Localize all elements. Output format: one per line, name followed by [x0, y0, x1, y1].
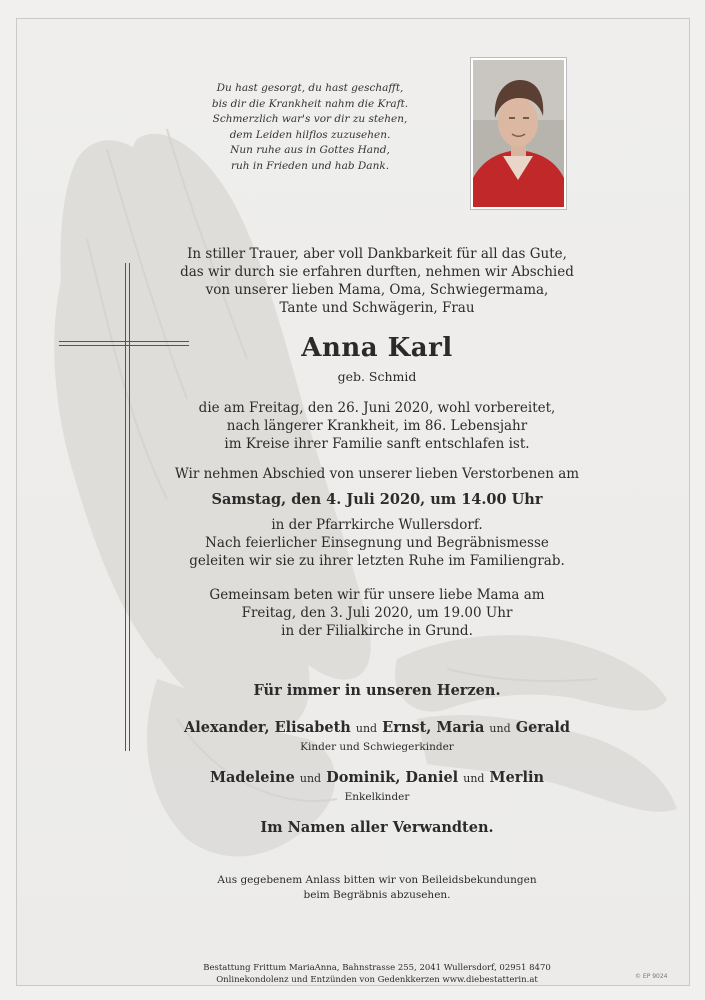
family-and: und	[489, 722, 511, 735]
intro-line: von unserer lieben Mama, Oma, Schwiegermama,	[205, 282, 549, 298]
prayer-info	[167, 586, 587, 640]
death-line: die am Freitag, den 26. Juni 2020, wohl vorbereitet,	[198, 400, 556, 416]
poem-line: dem Leiden hilflos zuzusehen.	[229, 128, 391, 141]
death-line: nach längerer Krankheit, im 86. Lebensjahr	[226, 418, 528, 434]
prayer-line: Freitag, den 3. Juli 2020, um 19.00 Uhr	[241, 605, 513, 621]
footer-line: Onlinekondolenz und Entzünden von Gedenkkerzen www.diebestatterin.at	[216, 975, 538, 985]
condolence-notice	[167, 873, 587, 903]
family-and: und	[355, 722, 378, 735]
obituary-page	[16, 18, 690, 986]
prayer-line: in der Filialkirche in Grund.	[281, 623, 473, 639]
family-name: Madeleine	[209, 769, 295, 786]
forever-line: Für immer in unseren Herzen.	[253, 682, 501, 699]
poem-line: ruh in Frieden und hab Dank.	[230, 159, 390, 172]
print-code: © EP 9024	[635, 973, 668, 980]
intro-text	[167, 245, 587, 317]
family-children-role: Kinder und Schwiegerkinder	[300, 741, 454, 753]
notice-line: beim Begräbnis abzusehen.	[303, 889, 451, 901]
funeral-date: Samstag, den 4. Juli 2020, um 14.00 Uhr	[211, 491, 543, 508]
family-name: Dominik, Daniel	[326, 769, 459, 786]
poem	[185, 81, 435, 174]
portrait-image	[473, 60, 564, 207]
footer-line: Bestattung Frittum MariaAnna, Bahnstrasse 255, 2041 Wullersdorf, 02951 8470	[203, 963, 551, 973]
farewell-intro: Wir nehmen Abschied von unserer lieben Verstorbenen am	[174, 466, 580, 482]
poem-line: bis dir die Krankheit nahm die Kraft.	[211, 97, 409, 110]
family-grandchildren-role: Enkelkinder	[344, 791, 410, 803]
poem-line: Du hast gesorgt, du hast geschafft,	[216, 82, 404, 94]
family-name: Merlin	[489, 769, 545, 786]
cross-icon-line	[129, 263, 130, 751]
deceased-name: Anna Karl	[301, 333, 453, 363]
death-info	[167, 399, 587, 453]
intro-line: das wir durch sie erfahren durften, nehmen wir Abschied	[180, 264, 574, 280]
family-and: und	[299, 772, 322, 785]
family-grandchildren	[167, 769, 587, 786]
poem-line: Nun ruhe aus in Gottes Hand,	[230, 144, 390, 156]
death-line: im Kreise ihrer Familie sanft entschlafen ist.	[224, 436, 530, 452]
family-children	[167, 719, 587, 736]
notice-line: Aus gegebenem Anlass bitten wir von Beileidsbekundungen	[217, 874, 537, 886]
family-name: Ernst, Maria	[382, 719, 485, 736]
funeral-line: in der Pfarrkirche Wullersdorf.	[271, 517, 483, 533]
relatives-line: Im Namen aller Verwandten.	[260, 819, 494, 836]
poem-line: Schmerzlich war's vor dir zu stehen,	[212, 113, 408, 125]
portrait-photo	[470, 57, 567, 210]
family-name: Alexander, Elisabeth	[183, 719, 351, 736]
intro-line: Tante und Schwägerin, Frau	[279, 300, 475, 316]
family-name: Gerald	[515, 719, 570, 736]
prayer-line: Gemeinsam beten wir für unsere liebe Mama am	[209, 587, 545, 603]
funeral-line: geleiten wir sie zu ihrer letzten Ruhe im Familiengrab.	[189, 553, 565, 569]
funeral-home-footer	[167, 962, 587, 986]
birth-name: geb. Schmid	[337, 369, 417, 384]
funeral-line: Nach feierlicher Einsegnung und Begräbnismesse	[205, 535, 549, 551]
family-and: und	[463, 772, 485, 785]
intro-line: In stiller Trauer, aber voll Dankbarkeit für all das Gute,	[187, 246, 567, 262]
funeral-details	[167, 516, 587, 570]
cross-icon	[125, 263, 126, 751]
